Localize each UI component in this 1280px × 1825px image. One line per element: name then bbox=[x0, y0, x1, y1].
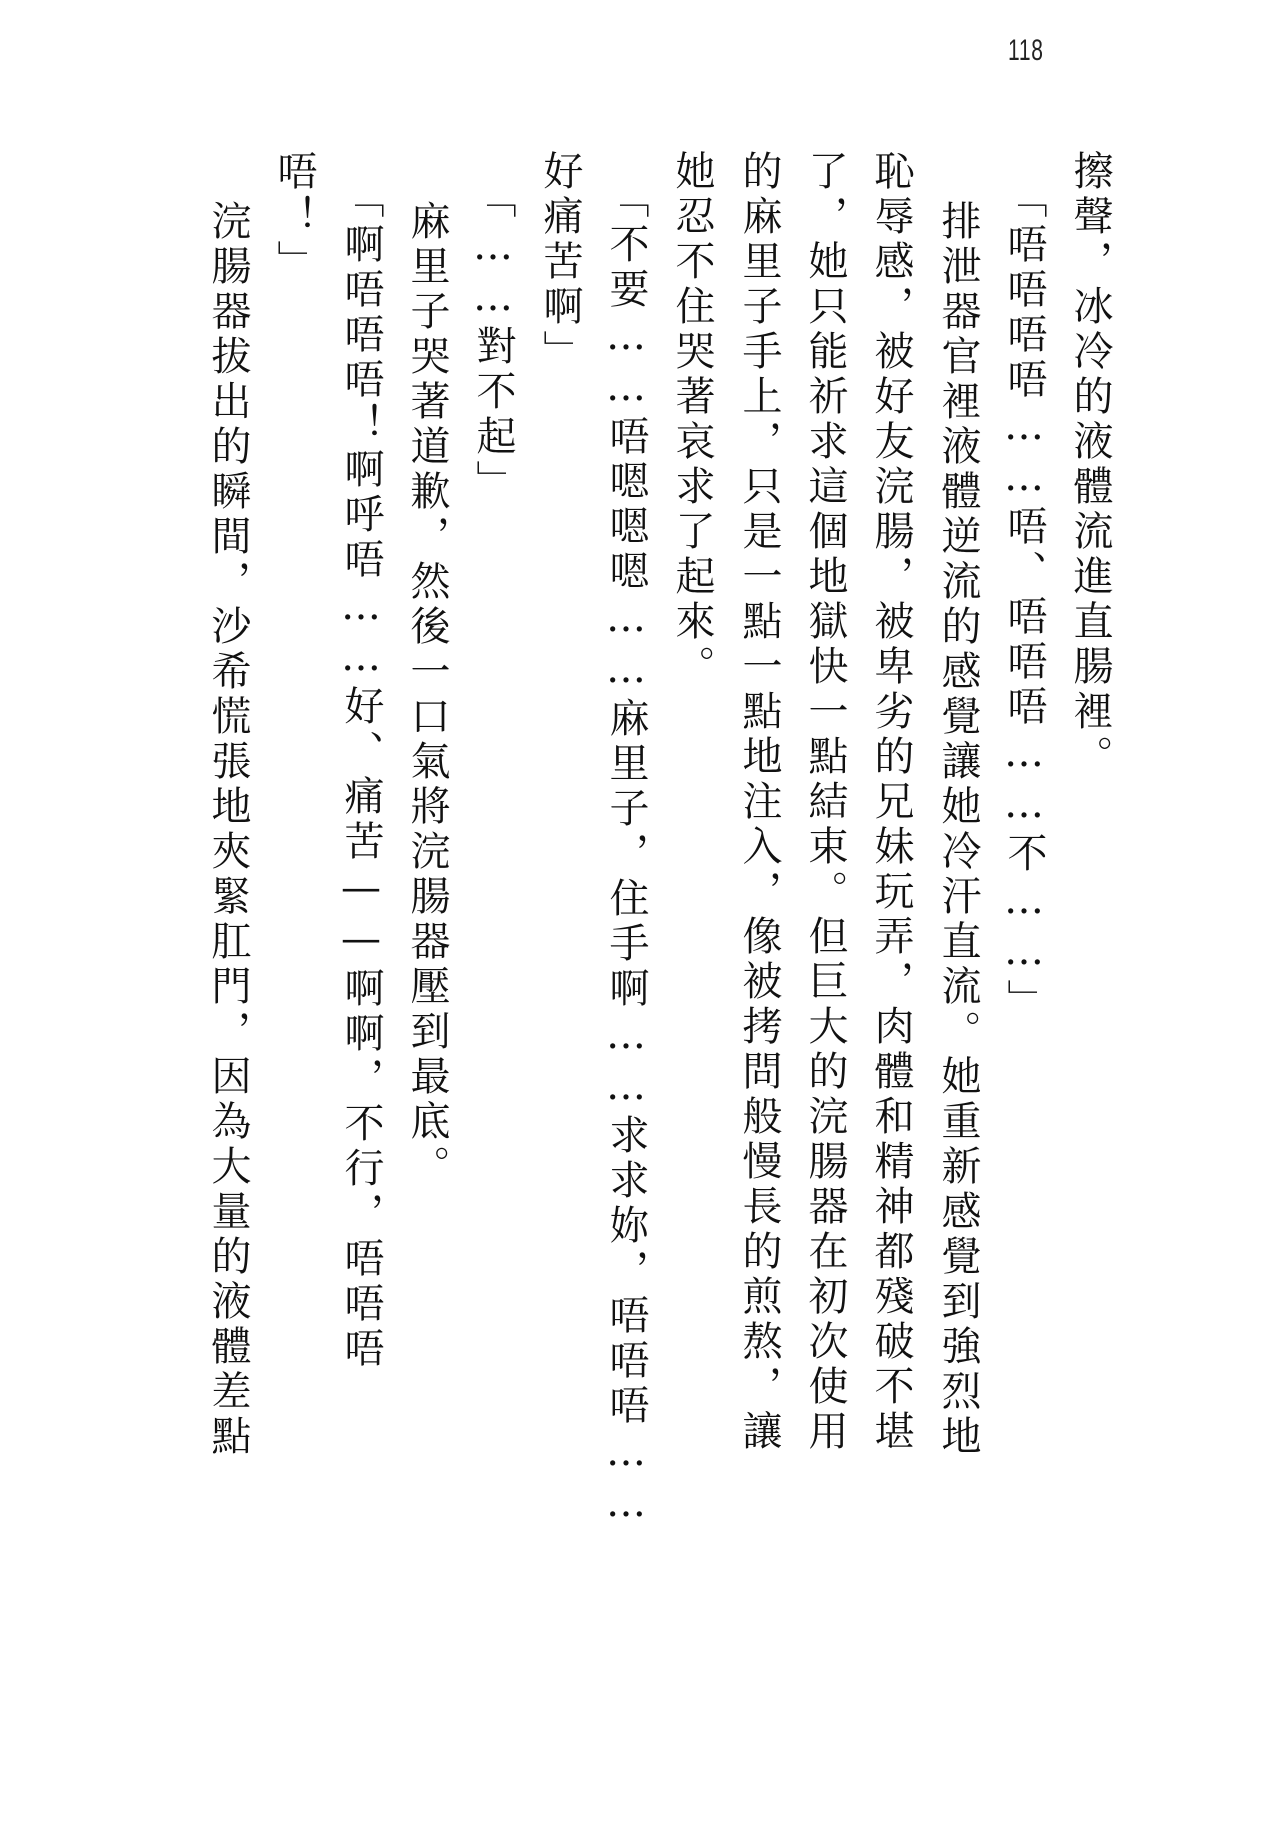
text-column: 唔！」 bbox=[271, 150, 317, 285]
text-column: 恥辱感，被好友浣腸，被卑劣的兄妹玩弄，肉體和精神都殘破不堪 bbox=[868, 150, 914, 1455]
text-column: 她忍不住哭著哀求了起來。 bbox=[669, 150, 715, 690]
text-column: 「……對不起」 bbox=[470, 178, 516, 505]
text-column: 擦聲，冰冷的液體流進直腸裡。 bbox=[1067, 150, 1113, 780]
text-column: 排泄器官裡液體逆流的感覺讓她冷汗直流。她重新感覺到強烈地 bbox=[935, 200, 981, 1460]
text-column: 「啊唔唔唔！啊呼唔……好、痛苦——啊啊，不行，唔唔唔 bbox=[338, 178, 384, 1372]
text-column: 麻里子哭著道歉，然後一口氣將浣腸器壓到最底。 bbox=[404, 200, 450, 1190]
text-column: 浣腸器拔出的瞬間，沙希慌張地夾緊肛門，因為大量的液體差點 bbox=[205, 200, 251, 1460]
text-column: 好痛苦啊」 bbox=[537, 150, 583, 375]
page-number: 118 bbox=[1008, 34, 1044, 67]
text-column: 的麻里子手上，只是一點一點地注入，像被拷問般慢長的煎熬，讓 bbox=[736, 150, 782, 1455]
text-column: 「唔唔唔唔……唔、唔唔唔……不……」 bbox=[1001, 178, 1047, 1024]
text-column: 了，她只能祈求這個地獄快一點結束。但巨大的浣腸器在初次使用 bbox=[802, 150, 848, 1455]
text-column: 「不要……唔嗯嗯嗯……麻里子，住手啊……求求妳，唔唔唔…… bbox=[603, 178, 649, 1531]
